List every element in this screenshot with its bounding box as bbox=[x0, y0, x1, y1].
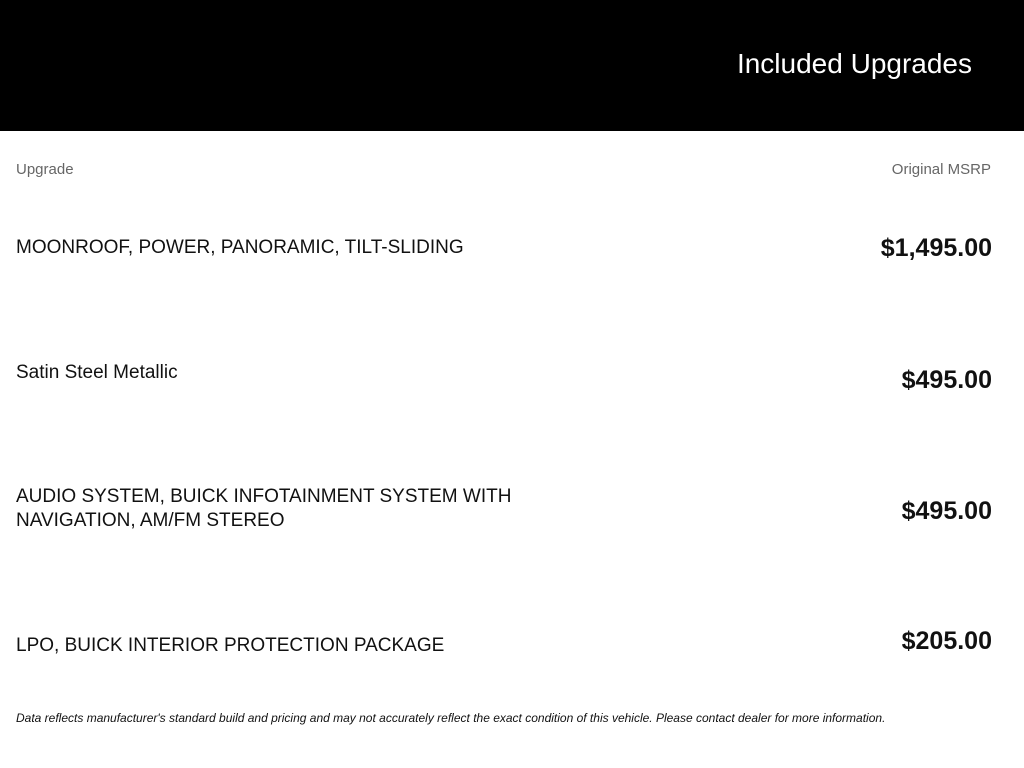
disclaimer-footnote: Data reflects manufacturer's standard build and pricing and may not accurately reflect the exact condition of this vehicle. Please contact dealer for more information. bbox=[16, 711, 886, 725]
column-header-upgrade: Upgrade bbox=[16, 161, 74, 178]
upgrade-price: $495.00 bbox=[901, 497, 992, 525]
upgrade-name: LPO, BUICK INTERIOR PROTECTION PACKAGE bbox=[16, 635, 445, 656]
upgrade-price: $495.00 bbox=[901, 366, 992, 394]
header-bar bbox=[0, 0, 1024, 131]
upgrade-name: MOONROOF, POWER, PANORAMIC, TILT-SLIDING bbox=[16, 237, 464, 258]
upgrade-price: $205.00 bbox=[901, 627, 992, 655]
upgrade-name: Satin Steel Metallic bbox=[16, 362, 178, 383]
column-header-msrp: Original MSRP bbox=[891, 161, 991, 178]
upgrade-name: AUDIO SYSTEM, BUICK INFOTAINMENT SYSTEM WITH NAVIGATION, AM/FM STEREO bbox=[16, 486, 512, 531]
upgrade-price: $1,495.00 bbox=[880, 234, 992, 262]
page-title: Included Upgrades bbox=[736, 48, 972, 79]
